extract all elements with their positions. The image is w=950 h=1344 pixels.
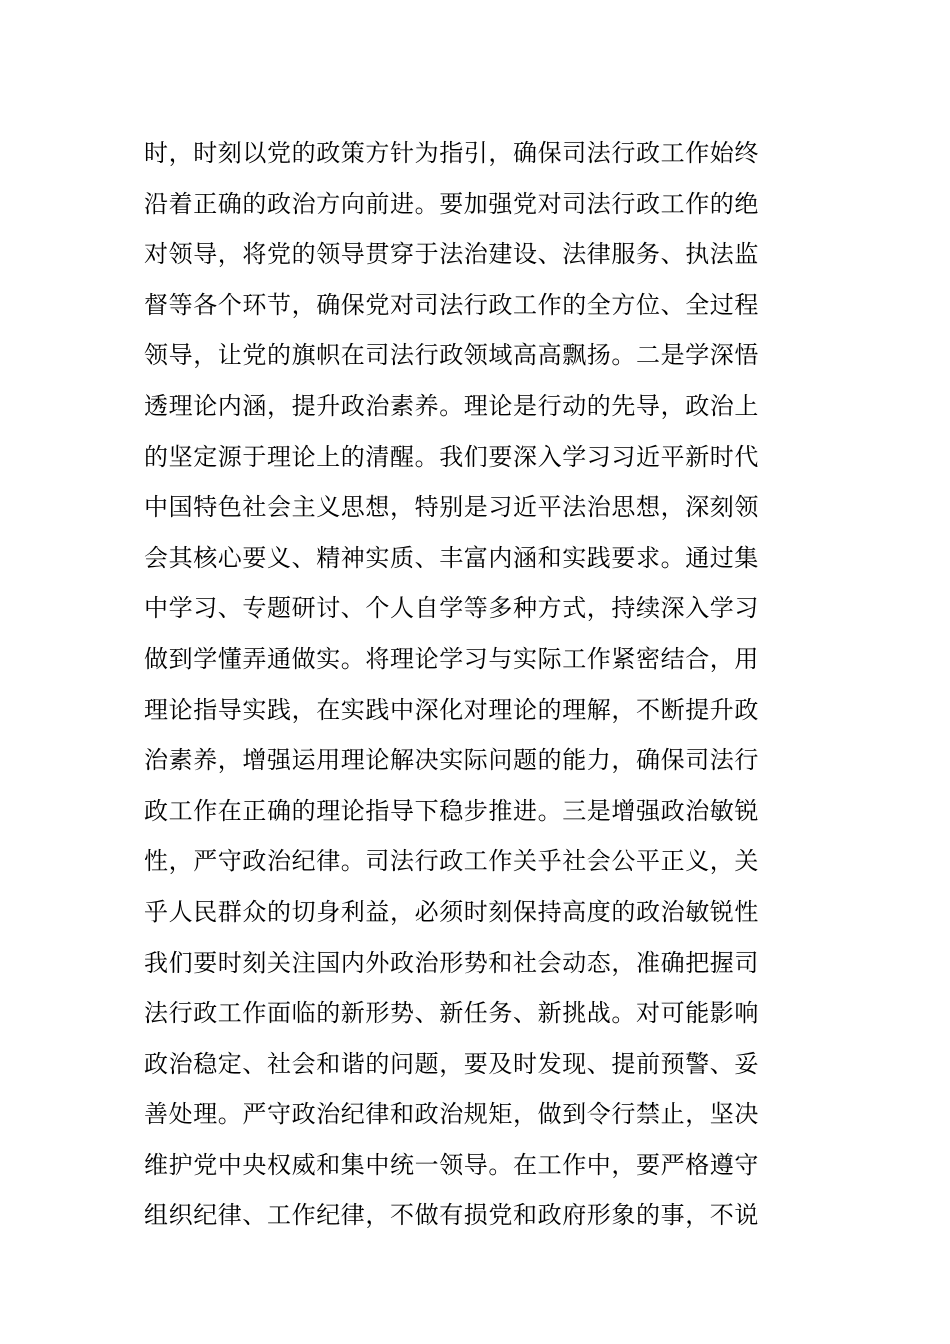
text-line-20: 善处理。严守政治纪律和政治规矩，做到令行禁止，坚决 — [144, 1100, 759, 1129]
text-line-12: 理论指导实践，在实践中深化对理论的理解，不断提升政 — [144, 695, 759, 724]
text-line-11: 做到学懂弄通做实。将理论学习与实际工作紧密结合，用 — [144, 644, 759, 673]
text-line-2: 沿着正确的政治方向前进。要加强党对司法行政工作的绝 — [144, 189, 759, 218]
text-line-22: 组织纪律、工作纪律，不做有损党和政府形象的事，不说 — [144, 1201, 759, 1230]
text-line-13: 治素养，增强运用理论解决实际问题的能力，确保司法行 — [144, 746, 759, 775]
text-line-4: 督等各个环节，确保党对司法行政工作的全方位、全过程 — [144, 290, 759, 319]
text-line-19: 政治稳定、社会和谐的问题，要及时发现、提前预警、妥 — [144, 1049, 759, 1078]
text-line-8: 中国特色社会主义思想，特别是习近平法治思想，深刻领 — [144, 493, 759, 522]
text-line-14: 政工作在正确的理论指导下稳步推进。三是增强政治敏锐 — [144, 796, 759, 825]
text-line-16: 乎人民群众的切身利益，必须时刻保持高度的政治敏锐性 — [144, 897, 759, 926]
text-line-7: 的坚定源于理论上的清醒。我们要深入学习习近平新时代 — [144, 442, 759, 471]
text-line-15: 性，严守政治纪律。司法行政工作关乎社会公平正义，关 — [144, 847, 759, 876]
text-line-17: 我们要时刻关注国内外政治形势和社会动态，准确把握司 — [144, 948, 759, 977]
text-line-18: 法行政工作面临的新形势、新任务、新挑战。对可能影响 — [144, 999, 759, 1028]
text-line-10: 中学习、专题研讨、个人自学等多种方式，持续深入学习 — [144, 594, 759, 623]
text-line-6: 透理论内涵，提升政治素养。理论是行动的先导，政治上 — [144, 391, 759, 420]
text-line-3: 对领导，将党的领导贯穿于法治建设、法律服务、执法监 — [144, 240, 759, 269]
text-line-9: 会其核心要义、精神实质、丰富内涵和实践要求。通过集 — [144, 543, 759, 572]
text-line-5: 领导，让党的旗帜在司法行政领域高高飘扬。二是学深悟 — [144, 341, 759, 370]
text-line-1: 时，时刻以党的政策方针为指引，确保司法行政工作始终 — [144, 139, 759, 167]
text-line-21: 维护党中央权威和集中统一领导。在工作中，要严格遵守 — [144, 1150, 759, 1179]
body-text — [144, 131, 809, 1244]
